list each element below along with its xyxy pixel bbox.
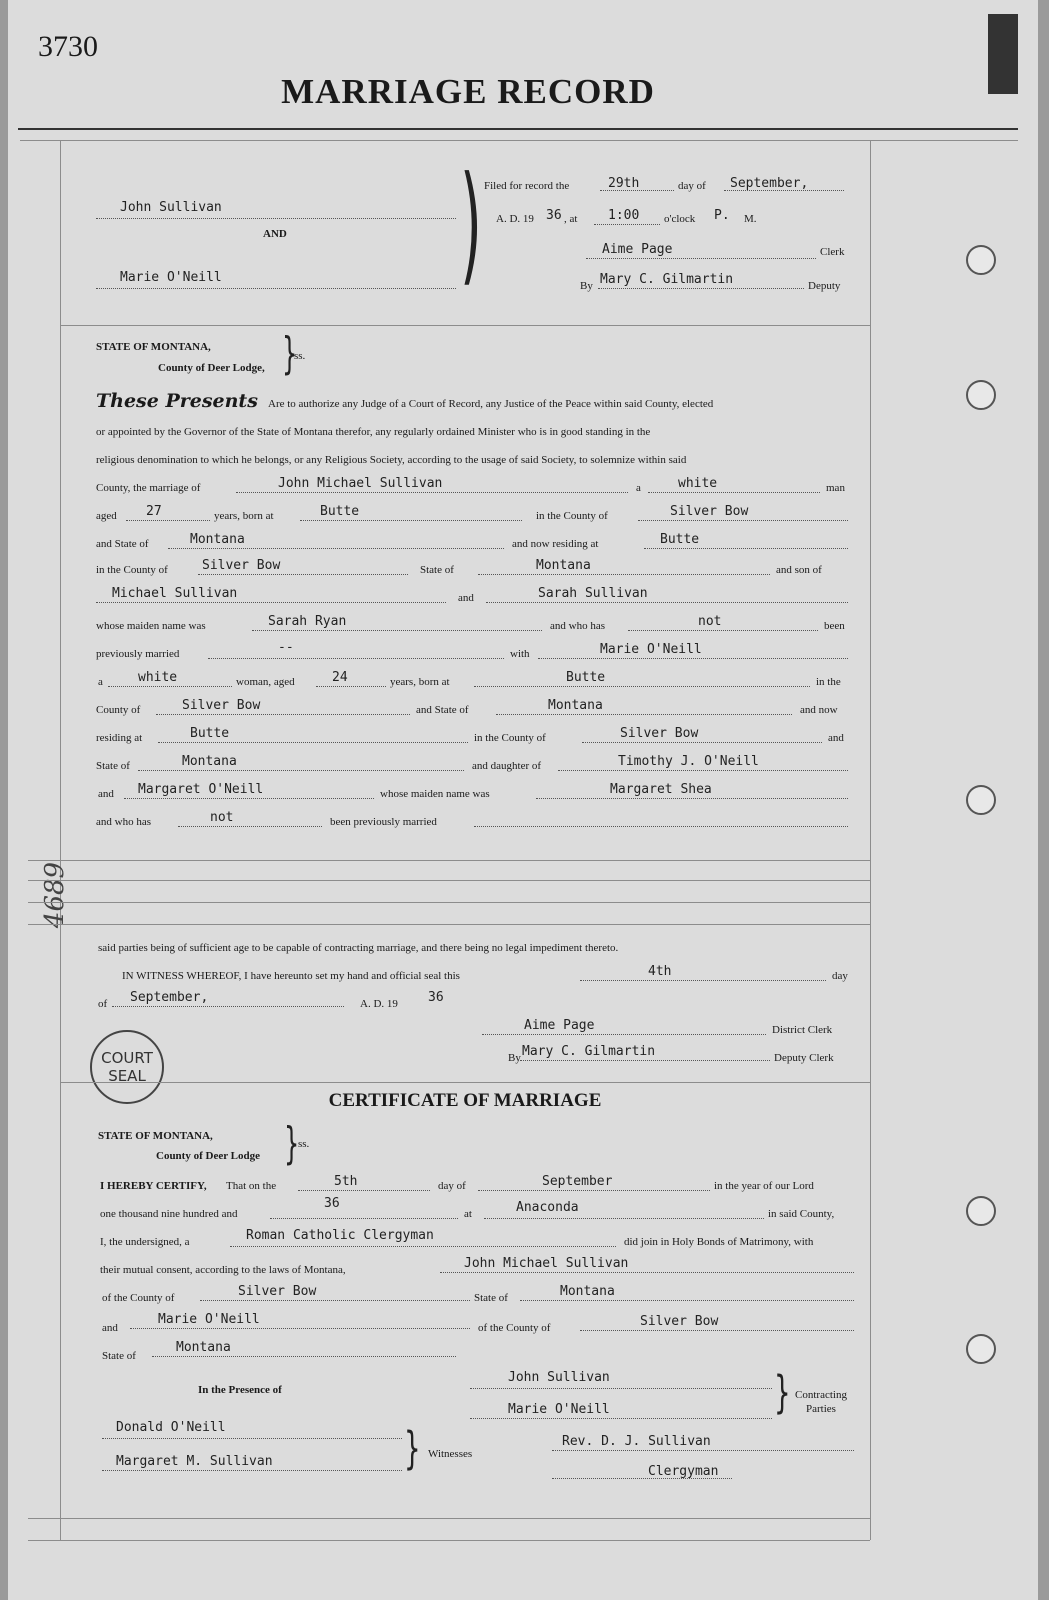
groom-prev-note: --	[278, 640, 294, 655]
contracting-party-1: John Sullivan	[508, 1370, 610, 1385]
bride-mother-maiden: Margaret Shea	[610, 782, 712, 797]
groom-short-name: John Sullivan	[120, 200, 222, 215]
issue-day: 4th	[648, 964, 672, 979]
margin-note: 4689	[40, 861, 71, 929]
form-left-border	[60, 140, 61, 1540]
clergyman-name: Rev. D. J. Sullivan	[562, 1434, 711, 1449]
bride-full-name: Marie O'Neill	[600, 642, 702, 657]
groom-mother-maiden: Sarah Ryan	[268, 614, 347, 629]
these-presents-heading: These Presents	[96, 390, 258, 412]
punch-hole	[966, 1196, 996, 1226]
district-clerk-name: Aime Page	[524, 1018, 595, 1033]
filed-year: 36	[546, 208, 562, 223]
page-tab	[988, 14, 1018, 94]
officiant-title: Roman Catholic Clergyman	[246, 1228, 434, 1243]
punch-hole	[966, 1334, 996, 1364]
filing-clerk-name: Aime Page	[602, 242, 673, 257]
bride-birth-state: Montana	[548, 698, 603, 713]
bride-previously-married: not	[210, 810, 234, 825]
certificate-bride: Marie O'Neill	[158, 1312, 260, 1327]
certificate-top-rule	[60, 1082, 870, 1083]
marriage-day: 5th	[334, 1174, 358, 1189]
certificate-groom-state: Montana	[560, 1284, 615, 1299]
bride-residence: Butte	[190, 726, 230, 741]
groom-res-state: Montana	[536, 558, 591, 573]
issue-month: September,	[130, 990, 209, 1005]
deputy-clerk-name: Mary C. Gilmartin	[522, 1044, 656, 1059]
punch-hole	[966, 785, 996, 815]
groom-father: Michael Sullivan	[112, 586, 238, 601]
marriage-month: September	[542, 1174, 613, 1189]
certificate-bride-county: Silver Bow	[640, 1314, 719, 1329]
bride-short-name: Marie O'Neill	[120, 270, 222, 285]
groom-mother: Sarah Sullivan	[538, 586, 648, 601]
groom-birth-county: Silver Bow	[670, 504, 749, 519]
marriage-place: Anaconda	[516, 1200, 579, 1215]
filing-deputy-name: Mary C. Gilmartin	[600, 272, 734, 287]
bride-res-county: Silver Bow	[620, 726, 699, 741]
issue-year: 36	[428, 990, 444, 1005]
clergyman-label: Clergyman	[648, 1464, 719, 1479]
groom-age: 27	[146, 504, 162, 519]
form-right-border	[870, 140, 871, 1540]
certificate-title: CERTIFICATE OF MARRIAGE	[328, 1090, 602, 1111]
groom-birthplace: Butte	[320, 504, 360, 519]
header-brace: )	[460, 150, 482, 300]
bride-res-state: Montana	[182, 754, 237, 769]
bride-race: white	[138, 670, 178, 685]
bride-father: Timothy J. O'Neill	[618, 754, 759, 769]
punch-hole	[966, 245, 996, 275]
punch-hole	[966, 380, 996, 410]
groom-race: white	[678, 476, 718, 491]
state-label: STATE OF MONTANA,	[96, 341, 211, 353]
filed-time: 1:00	[608, 208, 640, 223]
header-rule	[18, 128, 1018, 130]
court-seal: COURT SEAL	[90, 1030, 164, 1104]
filed-month: September,	[730, 176, 809, 191]
groom-res-county: Silver Bow	[202, 558, 281, 573]
bride-age: 24	[332, 670, 348, 685]
record-number: 3730	[38, 30, 98, 63]
witness-2: Margaret M. Sullivan	[116, 1454, 273, 1469]
witnesses-label: Witnesses	[428, 1448, 473, 1460]
witness-1: Donald O'Neill	[116, 1420, 226, 1435]
county-label: County of Deer Lodge,	[158, 362, 265, 374]
contracting-party-2: Marie O'Neill	[508, 1402, 610, 1417]
page-title: MARRIAGE RECORD	[281, 72, 655, 111]
certificate-groom: John Michael Sullivan	[464, 1256, 629, 1271]
filed-day: 29th	[608, 176, 640, 191]
bride-birth-county: Silver Bow	[182, 698, 261, 713]
certificate-bride-state: Montana	[176, 1340, 231, 1355]
marriage-year: 36	[324, 1196, 340, 1211]
header-bottom-rule	[60, 325, 870, 326]
form-top-border	[20, 140, 1018, 141]
filed-meridian: P.	[714, 208, 730, 223]
groom-full-name: John Michael Sullivan	[278, 476, 443, 491]
and-label: AND	[263, 228, 287, 240]
record-page: 3730 MARRIAGE RECORD 4689 John Sullivan AND Marie O'Neill ) Filed for record the 29th day of September, A. D. 19 36 , at 1:00 o'clock P. M. Aime Page Clerk By Mary C. Gilmartin Deputy STATE OF MONTANA, County of Deer Lodge, } ss. These Presents Are to authorize any Judge of a Court of Record, any Justice of the Peace within said County, elected or appointed by the Governor of the State of Montana therefor, any regularly ordained Minister who is in good standing in the religious denomination to which he belongs, or any Religious Society, according to the usage of said Society, to solemnize within said County, the marriage of John Michael Sullivan a white man aged 27 years, born at Butte in the County of Silver Bow and State of Montana and now residing at Butte in the County of Silver Bow State of Montana and son of Michael Sullivan and Sarah Sullivan whose maiden name was Sarah Ryan and who has not been previously married -- with Marie O'Neill a white woman, aged 24 years, born at Butte in the County of Silver Bow and State of Montana and now residing at Butte in the County of Silver Bow and State of Montana and daughter of Timothy J. O'Neill and Margaret O'Neill whose maiden name was Margaret Shea and who has not been previously married said parties being of sufficient age to be capable of contracting marriage, and there being no legal impediment thereto. IN WITNESS WHEREOF, I have hereunto set my hand and official seal this 4th day of September, A. D. 19 36 COURT SEAL Aime Page District Clerk By Mary C. Gilmartin Deputy Clerk CERTIFICATE OF MARRIAGE STATE OF MONTANA, County of Deer Lodge } ss. I HEREBY CERTIFY, That on the 5th day of September in the year of our Lord one thousand nine hundred and 36 at Anaconda in said County, I, the undersigned, a Roman Catholic Clergyman did join in Holy Bonds of Matrimony, with their mutual consent, according to the laws of Montana, John Michael Sullivan of the County of Silver Bow State of Montana and Marie O'Neill of the County of Silver Bow State of Montana In the Presence of John Sullivan Marie O'Neill } Contracting Parties Donald O'Neill Margaret M. Sullivan } Witnesses Rev. D. J. Sullivan Clergyman	[8, 0, 1038, 1600]
certificate-groom-county: Silver Bow	[238, 1284, 317, 1299]
groom-residence: Butte	[660, 532, 700, 547]
groom-previously-married: not	[698, 614, 722, 629]
groom-birth-state: Montana	[190, 532, 245, 547]
bride-mother: Margaret O'Neill	[138, 782, 264, 797]
contracting-parties-label: Contracting Parties	[795, 1389, 847, 1415]
bride-birthplace: Butte	[566, 670, 606, 685]
